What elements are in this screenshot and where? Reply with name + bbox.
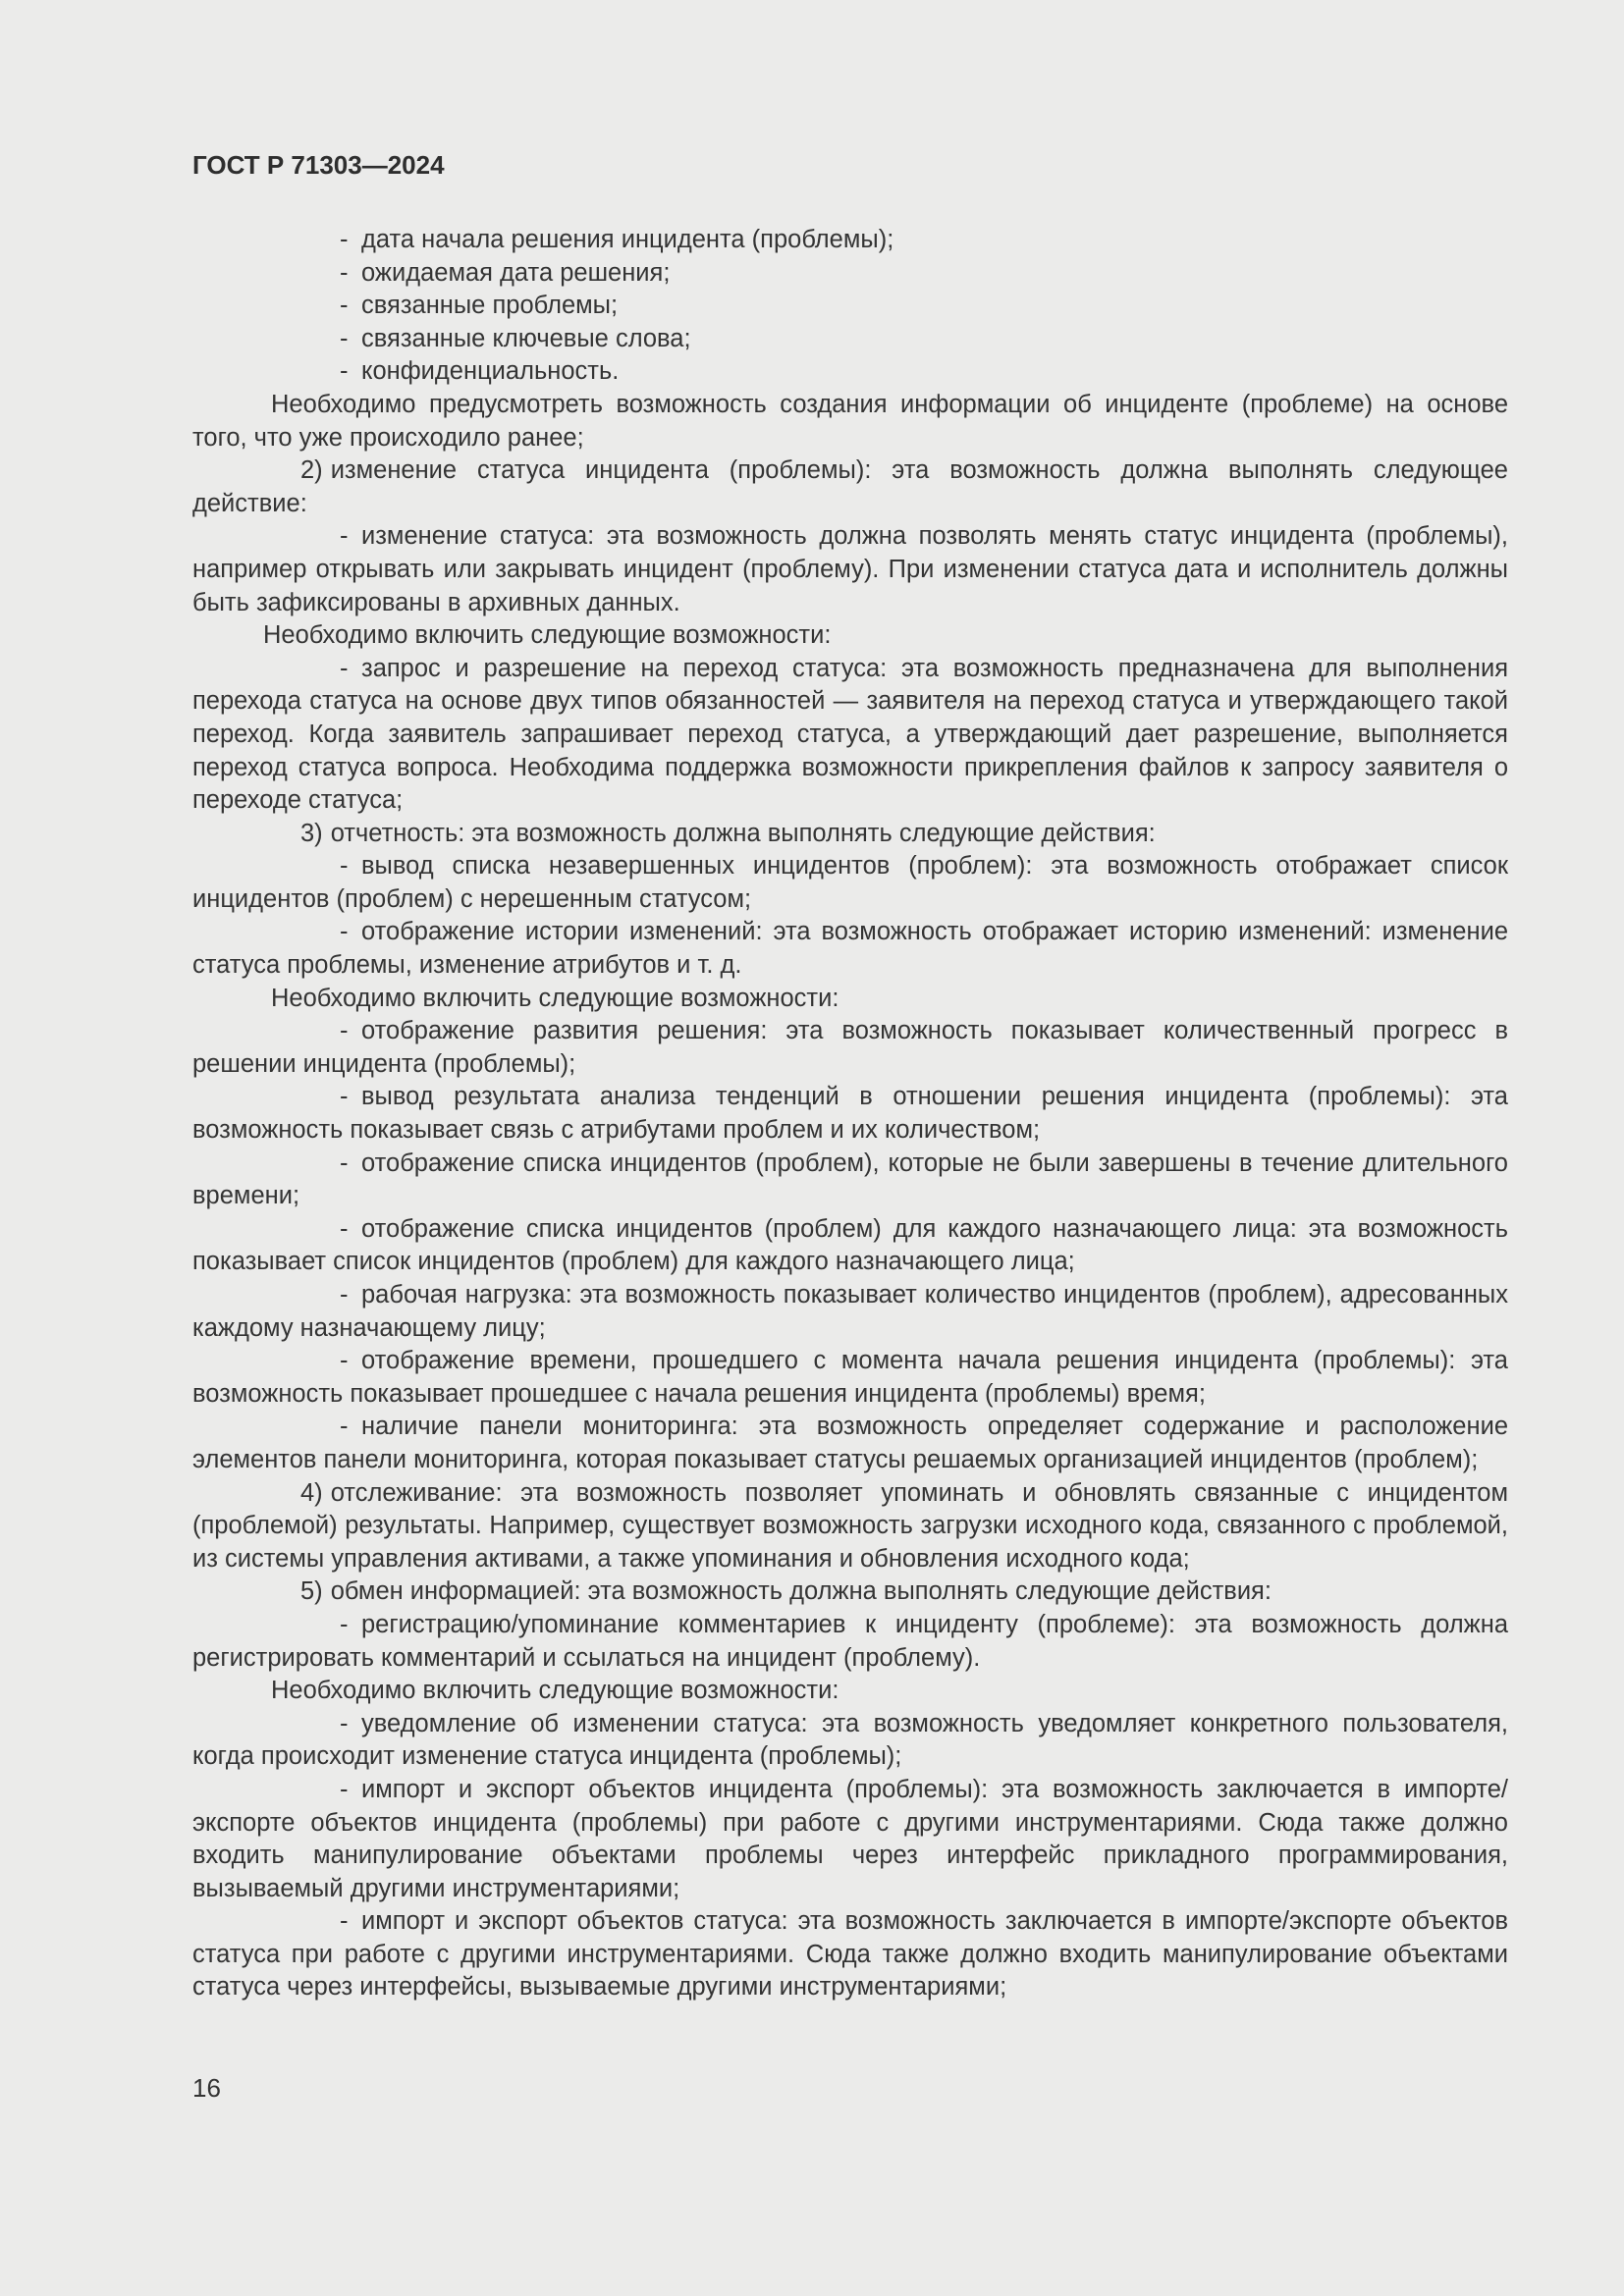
dash-marker: - (340, 292, 349, 320)
dash-marker: - (340, 226, 349, 253)
dash-marker: - (340, 1281, 349, 1308)
paragraph: Необходимо предусмотреть возможность создания информации об инциденте (проблеме) на основе того, что уже происходило ранее; (192, 390, 1508, 452)
item-number: 4) (300, 1478, 323, 1507)
paragraph: Необходимо включить следующие возможности: (271, 984, 839, 1012)
list-item: - связанные ключевые слова; (192, 323, 1508, 356)
list-item: - отображение времени, прошедшего с момента начала решения инцидента (проблемы): эта возможность показывает прошедшее с начала решения инцидента (проблемы) время; (192, 1347, 1508, 1408)
paragraph: Необходимо включить следующие возможности: (263, 621, 832, 650)
dash-marker: - (340, 1214, 349, 1243)
dash-marker: - (340, 258, 349, 287)
dash-marker: - (340, 1148, 349, 1177)
list-item: - отображение развития решения: эта возможность показывает количественный прогресс в решении инцидента (проблемы); (192, 1017, 1508, 1078)
paragraph: Необходимо включить следующие возможности: (271, 1677, 839, 1705)
list-item: - отображение истории изменений: эта возможность отображает историю изменений: изменение статуса проблемы, изменение атрибутов и т. д. (192, 918, 1508, 980)
dash-marker: - (340, 324, 349, 352)
dash-marker: - (340, 1083, 349, 1111)
numbered-item: 2) изменение статуса инцидента (проблемы): эта возможность должна выполнять следующее действие: (192, 456, 1508, 517)
dash-marker: - (340, 1907, 349, 1936)
numbered-item: 4) отслеживание: эта возможность позволяет упоминать и обновлять связанные с инцидентом (проблемой) результаты. Например, существует возможность загрузки исходного кода, связанного с проблемой, из системы управления активами, а также упоминания и обновления исходного кода; (192, 1478, 1508, 1573)
numbered-item: 5) обмен информацией: эта возможность должна выполнять следующие действия: (192, 1575, 1508, 1609)
document-body (192, 224, 1508, 2004)
dash-marker: - (340, 1017, 349, 1045)
list-item: - изменение статуса: эта возможность должна позволять менять статус инцидента (проблемы), например открывать или закрывать инцидент (проблему). При изменении статуса дата и исполнитель должны быть зафиксированы в архивных данных. (192, 522, 1508, 616)
dash-marker: - (340, 522, 349, 551)
list-item: - запрос и разрешение на переход статуса: эта возможность предназначена для выполнения перехода статуса на основе двух типов обязанностей — заявителя на переход статуса и утверждающего такой переход. Когда заявитель запрашивает переход статуса, а утверждающий дает разрешение, выполняется переход статуса вопроса. Необходима поддержка возможности прикрепления файлов к запросу заявителя о переходе статуса; (192, 654, 1508, 815)
dash-marker: - (340, 1709, 349, 1737)
dash-marker: - (340, 1775, 349, 1803)
document-header: ГОСТ Р 71303—2024 (192, 150, 445, 180)
list-item: - импорт и экспорт объектов инцидента (проблемы): эта возможность заключается в импорте/экспорте объектов инцидента (проблемы) при работе с другими инструментариями. Сюда также должно входить манипулирование объектами проблемы через интерфейс прикладного программирования, вызываемый другими инструментариями; (192, 1775, 1508, 1902)
dash-marker: - (340, 357, 349, 386)
list-item: - конфиденциальность. (192, 355, 1508, 389)
list-item: - ожидаемая дата решения; (192, 257, 1508, 291)
list-item: - отображение списка инцидентов (проблем) для каждого назначающего лица: эта возможность показывает список инцидентов (проблем) для каждого назначающего лица; (192, 1214, 1508, 1276)
list-item: - связанные проблемы; (192, 290, 1508, 323)
list-item: - уведомление об изменении статуса: эта возможность уведомляет конкретного пользователя, когда происходит изменение статуса инцидента (проблемы); (192, 1709, 1508, 1771)
dash-marker: - (340, 1347, 349, 1375)
dash-marker: - (340, 1610, 349, 1638)
dash-marker: - (340, 1413, 349, 1441)
item-number: 3) (300, 819, 323, 847)
numbered-item: 3) отчетность: эта возможность должна выполнять следующие действия: (192, 818, 1508, 851)
dash-marker: - (340, 918, 349, 946)
item-number: 5) (300, 1577, 323, 1606)
list-item: - отображение списка инцидентов (проблем), которые не были завершены в течение длительного времени; (192, 1148, 1508, 1210)
list-item: - дата начала решения инцидента (проблемы); (192, 224, 1508, 257)
page-number: 16 (192, 2073, 221, 2103)
list-item: - регистрацию/упоминание комментариев к инциденту (проблеме): эта возможность должна регистрировать комментарий и ссылаться на инцидент (проблему). (192, 1610, 1508, 1672)
dash-marker: - (340, 654, 349, 682)
list-item: - импорт и экспорт объектов статуса: эта возможность заключается в импорте/экспорте объектов статуса при работе с другими инструментариями. Сюда также должно входить манипулирование объектами статуса через интерфейсы, вызываемые другими инструментариями; (192, 1907, 1508, 2002)
list-item: - вывод списка незавершенных инцидентов (проблем): эта возможность отображает список инцидентов (проблем) с нерешенным статусом; (192, 852, 1508, 913)
list-item: - наличие панели мониторинга: эта возможность определяет содержание и расположение элементов панели мониторинга, которая показывает статусы решаемых организацией инцидентов (проблем); (192, 1413, 1508, 1473)
dash-marker: - (340, 852, 349, 881)
item-number: 2) (300, 456, 323, 485)
list-item: - рабочая нагрузка: эта возможность показывает количество инцидентов (проблем), адресованных каждому назначающему лицу; (192, 1281, 1508, 1342)
list-item: - вывод результата анализа тенденций в отношении решения инцидента (проблемы): эта возможность показывает связь с атрибутами проблем и их количеством; (192, 1083, 1508, 1145)
